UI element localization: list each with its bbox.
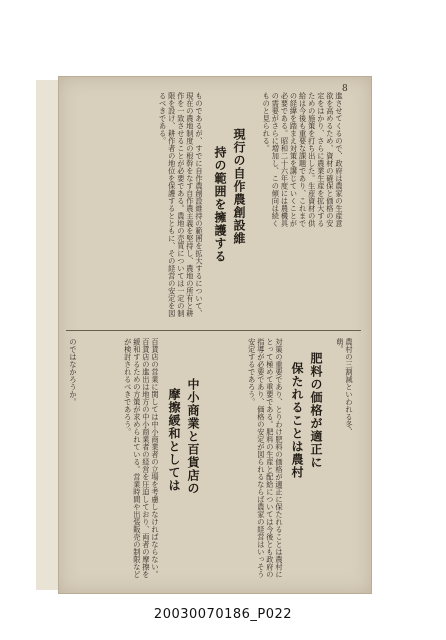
left-headline-line-1: 中小商業と百貨店の — [186, 378, 200, 495]
section-divider — [66, 330, 361, 331]
right-body-text: 対策の重要であり、とりわけ肥料の価格が適正に保たれることは農村にとって極めて重要である。肥料の生産と配給については今後とも政府の指導が必要であり、価格の安定が図られるならば農家の経営はいっそう安定するであろう。 — [247, 338, 284, 578]
top-body-text: ものであるが、すでに自作農創設維持の範囲を拡大するについて、現在の農地制度の根幹をなす自作農主義を堅持し、農地の所有と耕作を一致させることが必要である。農地の売買については一定の制限を設け、耕作者の地位を保護するとともに、その経営の安定を図るべきである。 — [158, 92, 204, 317]
top-column-text: 進させてくるので、政府は農家の生産意欲を高めるため、資材の確保と価格の安定をはかり、さらに農業生産を拡大するための施策を打ち出した。生産資材の供給は今後も重要な課題であり、これまでの経緯を踏まえ対策を講じていくことが必要である。昭和二十六年度には農機具の需要がさらに増加し、この傾向は続くものと見られる。 — [262, 92, 344, 227]
page-edge — [36, 80, 58, 590]
right-headline-line-1: 肥料の価格が適正に — [309, 352, 323, 469]
left-headline-line-2: 摩擦緩和としては — [167, 388, 181, 492]
closing-text: のではなかろうか。 — [69, 338, 78, 406]
page-number: 8 — [342, 84, 348, 94]
image-caption: 20030070186_P022 — [153, 607, 293, 622]
intro-text: 農村の三割減といわれる冬、萌。 — [335, 338, 354, 436]
right-headline-line-2: 保たれることは農村 — [290, 362, 304, 479]
top-headline-line-1: 現行の自作農創設維 — [232, 128, 246, 245]
top-headline-line-2: 持の範囲を擁護する — [213, 146, 227, 263]
left-body-text: 百貨店の営業に関しては中小商業者の立場を考慮しなければならない。百貨店の進出は地方の中小商業者の経営を圧迫しており、両者の摩擦を緩和するための方策が求められている。営業時間や出張販売の制限などが検討されるべきであろう。 — [123, 338, 160, 578]
